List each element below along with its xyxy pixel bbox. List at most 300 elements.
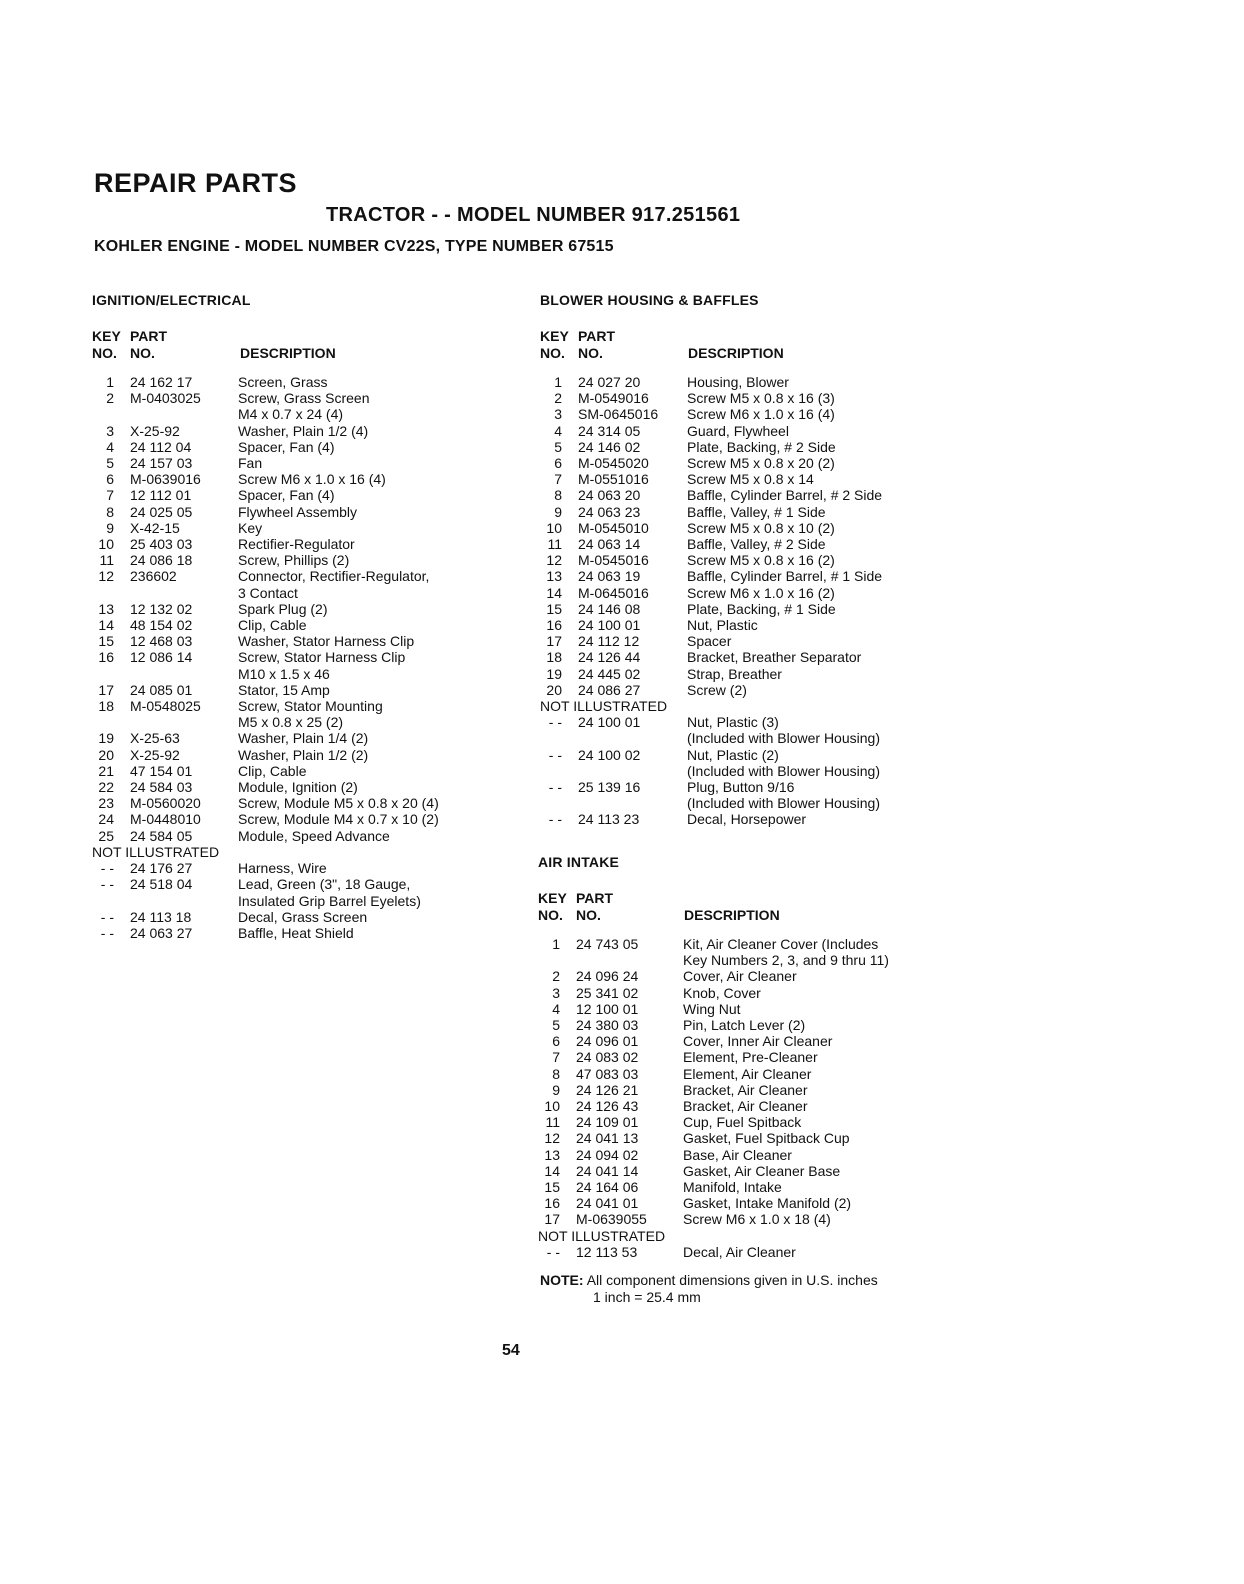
part-description: Screen, Grass [238, 374, 328, 390]
key-number: 14 [98, 617, 114, 634]
key-number: 5 [554, 438, 562, 455]
part-description: Screw, Stator Mounting M5 x 0.8 x 25 (2) [238, 698, 383, 731]
part-number: 24 518 04 [130, 876, 193, 893]
key-number: 20 [98, 746, 114, 763]
part-row [538, 1130, 958, 1146]
part-description: Bracket, Breather Separator [687, 649, 862, 666]
part-number: 24 146 08 [578, 600, 641, 617]
part-number: 25 139 16 [578, 779, 641, 796]
part-row [538, 968, 958, 984]
part-number: 24 584 05 [130, 827, 193, 844]
part-description: Screw M5 x 0.8 x 16 (3) [687, 390, 835, 407]
part-row [538, 1017, 958, 1033]
key-number: 16 [98, 649, 114, 666]
not-illustrated-list [540, 714, 960, 827]
model-heading: TRACTOR - - MODEL NUMBER 917.251561 [326, 204, 741, 226]
note-label: NOTE: [540, 1272, 584, 1288]
part-row [92, 860, 512, 876]
part-number: M-0448010 [130, 811, 201, 828]
part-description: Gasket, Intake Manifold (2) [683, 1195, 852, 1212]
key-number: 10 [98, 536, 114, 553]
part-row [540, 601, 960, 617]
part-number: 24 083 02 [576, 1049, 639, 1066]
part-number: 24 162 17 [130, 374, 193, 390]
part-row [540, 504, 960, 520]
part-number: M-0639016 [130, 471, 201, 488]
key-number: 23 [98, 795, 114, 812]
part-row [540, 633, 960, 649]
not-illustrated-list [538, 1244, 958, 1260]
column-header [538, 890, 958, 926]
section-blower-housing [540, 292, 960, 828]
key-number: 7 [552, 1049, 560, 1066]
part-number: 24 041 14 [576, 1162, 639, 1179]
part-number: 24 094 02 [576, 1146, 639, 1163]
part-row [540, 423, 960, 439]
key-number: - - [548, 746, 562, 763]
part-no-header: NO. [578, 345, 603, 361]
part-header: PART [578, 328, 616, 344]
key-number: 13 [98, 600, 114, 617]
part-row [92, 730, 512, 746]
part-row [92, 876, 512, 908]
part-description: Kit, Air Cleaner Cover (Includes Key Numbers 2, 3, and 9 thru 11) [683, 936, 889, 969]
part-number: X-25-63 [130, 730, 180, 747]
part-row [540, 536, 960, 552]
part-description: Cover, Air Cleaner [683, 968, 797, 985]
part-description: Decal, Air Cleaner [683, 1243, 796, 1260]
key-number: 2 [554, 390, 562, 407]
part-row [540, 471, 960, 487]
part-row [540, 374, 960, 390]
key-number: 12 [544, 1130, 560, 1147]
part-number: 12 100 01 [576, 1000, 639, 1017]
key-number: 8 [552, 1065, 560, 1082]
part-row [92, 698, 512, 730]
description-header: DESCRIPTION [240, 345, 336, 361]
note-line-1: All component dimensions given in U.S. inches [586, 1272, 878, 1288]
key-number: 17 [98, 681, 114, 698]
part-row [538, 1244, 958, 1260]
part-row [538, 1163, 958, 1179]
part-number: 24 164 06 [576, 1179, 639, 1196]
part-number: 24 063 14 [578, 536, 641, 553]
part-description: Manifold, Intake [683, 1179, 782, 1196]
key-number: 18 [98, 698, 114, 715]
part-row [92, 536, 512, 552]
key-number: 11 [547, 536, 562, 553]
part-row [92, 568, 512, 600]
part-row [92, 439, 512, 455]
part-number: 12 113 53 [576, 1243, 638, 1260]
part-number: 24 109 01 [576, 1114, 639, 1131]
part-row [538, 1066, 958, 1082]
key-number: - - [100, 908, 114, 925]
not-illustrated-label: NOT ILLUSTRATED [538, 1227, 666, 1244]
note-line-2: 1 inch = 25.4 mm [593, 1289, 701, 1305]
part-number: 24 126 44 [578, 649, 641, 666]
engine-heading: KOHLER ENGINE - MODEL NUMBER CV22S, TYPE NUMBER 67515 [94, 238, 614, 255]
key-number: 7 [106, 487, 114, 504]
part-number: 25 403 03 [130, 536, 193, 553]
part-description: Screw M5 x 0.8 x 14 [687, 471, 814, 488]
part-number: X-42-15 [130, 519, 180, 536]
part-row [540, 649, 960, 665]
key-number: 14 [546, 584, 562, 601]
part-row [540, 439, 960, 455]
key-number: 5 [106, 455, 114, 472]
part-number: 24 113 23 [578, 811, 640, 828]
part-number: 24 100 01 [578, 617, 641, 634]
part-number: 24 027 20 [578, 374, 641, 390]
key-number: - - [548, 779, 562, 796]
part-row [538, 1098, 958, 1114]
part-header: PART [576, 890, 614, 906]
part-number: 47 154 01 [130, 762, 193, 779]
part-row [92, 633, 512, 649]
part-row [540, 714, 960, 746]
key-header: KEY [540, 328, 569, 344]
column-header [540, 328, 960, 364]
part-description: Spacer, Fan (4) [238, 438, 335, 455]
part-description: Plug, Button 9/16 (Included with Blower Housing) [687, 779, 880, 812]
key-number: - - [100, 876, 114, 893]
part-number: M-0545020 [578, 455, 649, 472]
part-description: Gasket, Air Cleaner Base [683, 1162, 841, 1179]
part-description: Baffle, Cylinder Barrel, # 2 Side [687, 487, 883, 504]
part-description: Nut, Plastic [687, 617, 758, 634]
part-description: Lead, Green (3", 18 Gauge, Insulated Grip Barrel Eyelets) [238, 876, 421, 909]
part-description: Stator, 15 Amp [238, 681, 330, 698]
key-number: 8 [554, 487, 562, 504]
part-description: Screw, Module M4 x 0.7 x 10 (2) [238, 811, 439, 828]
key-number: 9 [106, 519, 114, 536]
key-number: 15 [546, 600, 562, 617]
part-number: M-0551016 [578, 471, 649, 488]
part-row [540, 779, 960, 811]
part-number: M-0639055 [576, 1211, 647, 1228]
part-row [92, 617, 512, 633]
description-header: DESCRIPTION [684, 907, 780, 923]
part-number: 24 584 03 [130, 779, 193, 796]
part-description: Washer, Stator Harness Clip [238, 633, 415, 650]
part-number: 24 157 03 [130, 455, 193, 472]
part-number: X-25-92 [130, 422, 180, 439]
part-number: 24 025 05 [130, 503, 193, 520]
part-description: Baffle, Heat Shield [238, 924, 354, 941]
part-description: Plate, Backing, # 1 Side [687, 600, 836, 617]
part-description: Strap, Breather [687, 665, 782, 682]
key-number: 8 [106, 503, 114, 520]
part-number: 24 086 27 [578, 681, 641, 698]
part-description: Spacer, Fan (4) [238, 487, 335, 504]
part-row [538, 1033, 958, 1049]
part-description: Harness, Wire [238, 860, 327, 877]
parts-list [538, 936, 958, 1228]
part-description: Plate, Backing, # 2 Side [687, 438, 836, 455]
key-header: KEY [538, 890, 567, 906]
part-row [538, 1179, 958, 1195]
part-number: 24 086 18 [130, 552, 193, 569]
key-number: 6 [554, 455, 562, 472]
key-number: 12 [98, 568, 114, 585]
part-number: 24 096 01 [576, 1033, 639, 1050]
page-title: REPAIR PARTS [94, 168, 298, 198]
key-number: - - [548, 811, 562, 828]
part-description: Decal, Horsepower [687, 811, 807, 828]
not-illustrated-list [92, 860, 512, 941]
part-row [92, 779, 512, 795]
part-row [540, 811, 960, 827]
part-row [92, 649, 512, 681]
part-row [540, 552, 960, 568]
not-illustrated-label: NOT ILLUSTRATED [92, 843, 220, 860]
part-number: X-25-92 [130, 746, 180, 763]
key-number: 21 [98, 762, 114, 779]
key-number: 20 [546, 681, 562, 698]
part-description: Screw, Grass Screen M4 x 0.7 x 24 (4) [238, 390, 370, 423]
part-description: Screw M5 x 0.8 x 20 (2) [687, 455, 835, 472]
key-number: 9 [552, 1081, 560, 1098]
key-number: 15 [98, 633, 114, 650]
part-row [540, 568, 960, 584]
key-number: 7 [554, 471, 562, 488]
part-row [92, 487, 512, 503]
part-number: M-0549016 [578, 390, 649, 407]
part-number: 24 063 23 [578, 503, 641, 520]
key-number: - - [100, 924, 114, 941]
section-title: AIR INTAKE [538, 854, 620, 870]
part-row [92, 763, 512, 779]
key-number: 9 [554, 503, 562, 520]
part-description: Gasket, Fuel Spitback Cup [683, 1130, 850, 1147]
part-number: 24 041 01 [576, 1195, 639, 1212]
part-row [538, 1211, 958, 1227]
part-description: Fan [238, 455, 263, 472]
key-number: 17 [546, 633, 562, 650]
part-row [540, 682, 960, 698]
part-row [92, 682, 512, 698]
part-description: Clip, Cable [238, 617, 307, 634]
key-number: 1 [554, 374, 562, 390]
part-description: Module, Ignition (2) [238, 779, 358, 796]
part-row [538, 1195, 958, 1211]
key-number: 19 [98, 730, 114, 747]
part-description: Baffle, Valley, # 1 Side [687, 503, 826, 520]
part-description: Cover, Inner Air Cleaner [683, 1033, 833, 1050]
part-number: 24 314 05 [578, 422, 641, 439]
part-row [92, 455, 512, 471]
part-number: 24 063 20 [578, 487, 641, 504]
part-number: 24 100 02 [578, 746, 641, 763]
part-row [540, 666, 960, 682]
part-description: Spark Plug (2) [238, 600, 328, 617]
part-number: 24 176 27 [130, 860, 193, 877]
part-description: Connector, Rectifier-Regulator, 3 Contact [238, 568, 430, 601]
section-title: IGNITION/ELECTRICAL [92, 292, 251, 308]
part-description: Nut, Plastic (3) (Included with Blower Housing) [687, 714, 880, 747]
part-row [540, 406, 960, 422]
part-number: 24 445 02 [578, 665, 641, 682]
key-number: 18 [546, 649, 562, 666]
part-description: Guard, Flywheel [687, 422, 789, 439]
key-number: 13 [544, 1146, 560, 1163]
part-description: Clip, Cable [238, 762, 307, 779]
key-number: 1 [106, 374, 114, 390]
part-description: Nut, Plastic (2) (Included with Blower Housing) [687, 746, 880, 779]
part-row [92, 828, 512, 844]
key-number: 13 [546, 568, 562, 585]
key-number: 25 [98, 827, 114, 844]
part-description: Element, Air Cleaner [683, 1065, 812, 1082]
key-number: 3 [552, 984, 560, 1001]
part-row [538, 1001, 958, 1017]
part-header: PART [130, 328, 168, 344]
key-no-header: NO. [92, 345, 117, 361]
part-description: Screw, Phillips (2) [238, 552, 350, 569]
key-number: 17 [544, 1211, 560, 1228]
part-number: 47 083 03 [576, 1065, 639, 1082]
key-no-header: NO. [540, 345, 565, 361]
part-description: Decal, Grass Screen [238, 908, 368, 925]
part-number: 24 085 01 [130, 681, 193, 698]
part-no-header: NO. [130, 345, 155, 361]
part-row [92, 601, 512, 617]
part-number: M-0545016 [578, 552, 649, 569]
part-description: Screw M5 x 0.8 x 10 (2) [687, 519, 835, 536]
part-description: Bracket, Air Cleaner [683, 1081, 808, 1098]
key-number: 4 [552, 1000, 560, 1017]
part-number: M-0645016 [578, 584, 649, 601]
part-number: 12 086 14 [130, 649, 193, 666]
page-number: 54 [502, 1342, 520, 1359]
part-description: Module, Speed Advance [238, 827, 390, 844]
part-number: SM-0645016 [578, 406, 659, 423]
part-row [92, 909, 512, 925]
part-row [92, 747, 512, 763]
part-number: 24 113 18 [130, 908, 192, 925]
part-description: Screw M6 x 1.0 x 16 (4) [687, 406, 835, 423]
part-description: Rectifier-Regulator [238, 536, 355, 553]
part-description: Screw M5 x 0.8 x 16 (2) [687, 552, 835, 569]
key-number: 4 [106, 438, 114, 455]
part-description: Wing Nut [683, 1000, 741, 1017]
key-number: 11 [545, 1114, 560, 1131]
key-number: - - [100, 860, 114, 877]
key-number: 14 [544, 1162, 560, 1179]
part-description: Baffle, Cylinder Barrel, # 1 Side [687, 568, 883, 585]
part-description: Washer, Plain 1/2 (2) [238, 746, 369, 763]
part-number: 24 041 13 [576, 1130, 639, 1147]
part-description: Screw M6 x 1.0 x 16 (2) [687, 584, 835, 601]
part-row [92, 390, 512, 422]
key-number: 2 [106, 390, 114, 407]
part-number: 24 380 03 [576, 1017, 639, 1034]
part-row [92, 795, 512, 811]
part-description: Screw M6 x 1.0 x 16 (4) [238, 471, 386, 488]
key-number: 22 [98, 779, 114, 796]
part-row [538, 985, 958, 1001]
not-illustrated-label: NOT ILLUSTRATED [540, 698, 668, 715]
part-description: Screw, Module M5 x 0.8 x 20 (4) [238, 795, 439, 812]
part-description: Spacer [687, 633, 732, 650]
part-number: 24 126 43 [576, 1098, 639, 1115]
key-number: 11 [99, 552, 114, 569]
part-row [538, 1082, 958, 1098]
part-row [540, 747, 960, 779]
part-description: Base, Air Cleaner [683, 1146, 792, 1163]
key-number: 19 [546, 665, 562, 682]
part-description: Screw (2) [687, 681, 747, 698]
key-number: 5 [552, 1017, 560, 1034]
part-description: Screw M6 x 1.0 x 18 (4) [683, 1211, 831, 1228]
part-number: M-0545010 [578, 519, 649, 536]
dimension-note [540, 1272, 878, 1306]
part-row [92, 552, 512, 568]
part-number: 24 100 01 [578, 714, 641, 731]
key-number: 2 [552, 968, 560, 985]
part-row [92, 374, 512, 390]
key-number: 24 [98, 811, 114, 828]
part-row [540, 520, 960, 536]
part-number: 12 112 01 [130, 487, 192, 504]
part-row [540, 487, 960, 503]
key-number: 6 [106, 471, 114, 488]
part-description: Key [238, 519, 263, 536]
key-number: 3 [106, 422, 114, 439]
part-row [538, 936, 958, 968]
key-number: 10 [546, 519, 562, 536]
part-description: Element, Pre-Cleaner [683, 1049, 818, 1066]
part-description: Screw, Stator Harness Clip M10 x 1.5 x 46 [238, 649, 406, 682]
key-number: 15 [544, 1179, 560, 1196]
part-number: 24 063 27 [130, 924, 193, 941]
part-row [538, 1114, 958, 1130]
key-number: 6 [552, 1033, 560, 1050]
part-description: Housing, Blower [687, 374, 789, 390]
key-number: 16 [546, 617, 562, 634]
key-number: 1 [552, 936, 560, 952]
part-row [540, 617, 960, 633]
part-description: Knob, Cover [683, 984, 761, 1001]
column-header [92, 328, 512, 364]
part-row [92, 504, 512, 520]
part-number: 12 132 02 [130, 600, 193, 617]
part-number: 24 126 21 [576, 1081, 639, 1098]
section-title: BLOWER HOUSING & BAFFLES [540, 292, 759, 308]
key-number: 3 [554, 406, 562, 423]
part-row [540, 585, 960, 601]
key-number: 4 [554, 422, 562, 439]
part-description: Pin, Latch Lever (2) [683, 1017, 806, 1034]
part-number: 24 096 24 [576, 968, 639, 985]
part-description: Bracket, Air Cleaner [683, 1098, 808, 1115]
key-number: 16 [544, 1195, 560, 1212]
part-row [92, 925, 512, 941]
part-description: Cup, Fuel Spitback [683, 1114, 802, 1131]
parts-list [540, 374, 960, 698]
part-description: Baffle, Valley, # 2 Side [687, 536, 826, 553]
part-number: M-0560020 [130, 795, 201, 812]
part-number: 236602 [130, 568, 177, 585]
part-number: 12 468 03 [130, 633, 193, 650]
part-number: 48 154 02 [130, 617, 193, 634]
part-number: M-0403025 [130, 390, 201, 407]
part-row [92, 471, 512, 487]
part-row [540, 390, 960, 406]
part-row [538, 1147, 958, 1163]
part-row [92, 423, 512, 439]
